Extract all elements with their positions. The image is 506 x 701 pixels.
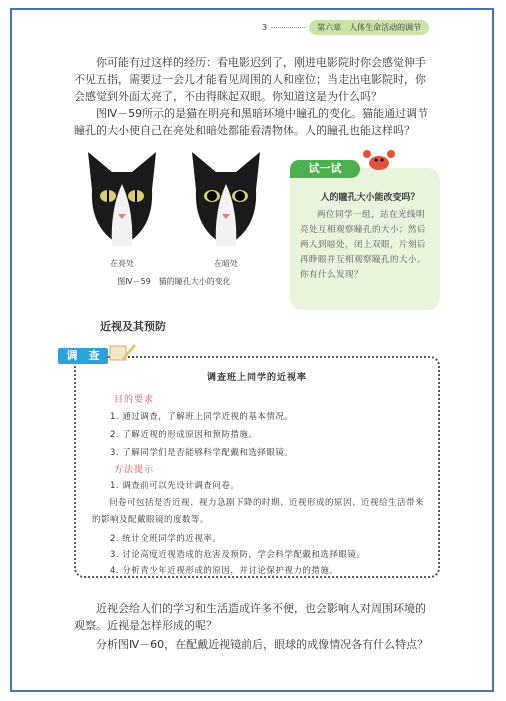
header-dots — [271, 27, 305, 28]
survey-goal-heading: 目的要求 — [114, 395, 155, 405]
pencil-paper-icon — [108, 342, 136, 362]
intro-paragraph-1: 你可能有过这样的经历：看电影迟到了，刚进电影院时你会感觉伸手不见五指，需要过一会儿才能看见周围的人和座位；当走出电影院时，你会感觉到外面太亮了，不由得眯起双眼。你知道这是为什么吗？ — [74, 56, 426, 103]
outro-paragraph-2: 分析图Ⅳ－60，在配戴近视镜前后，眼球的成像情况各有什么特点？ — [96, 638, 429, 651]
section-title: 近视及其预防 — [100, 320, 166, 333]
figure-caption: 图Ⅳ－59 猫的瞳孔大小的变化 — [117, 277, 231, 286]
label-dark: 在暗处 — [214, 259, 238, 268]
survey-method-heading: 方法提示 — [114, 465, 155, 475]
try-it-title: 人的瞳孔大小能改变吗？ — [320, 193, 420, 203]
page-header — [262, 20, 429, 35]
survey-goal-item: 3. 了解同学们是否能够科学配戴和选择眼镜。 — [110, 448, 294, 458]
survey-goal-item: 1. 通过调查，了解班上同学近视的基本情况。 — [110, 412, 294, 422]
page-number: 3 — [262, 23, 268, 32]
survey-method-item: 4. 分析青少年近视形成的原因，并讨论保护视力的措施。 — [110, 566, 339, 576]
try-it-label: 试一试 — [290, 160, 360, 178]
survey-method-item: 3. 讨论高度近视造成的危害及预防，学会科学配戴和选择眼镜。 — [110, 550, 366, 560]
outro-paragraph-1: 近视会给人们的学习和生活造成许多不便，也会影响人对周围环境的观察。近视是怎样形成的呢？ — [74, 602, 426, 632]
survey-method-note: 问卷可包括是否近视、视力急剧下降的时期、近视形成的原因、近视给生活带来的影响及配戴眼镜的度数等。 — [92, 498, 425, 525]
survey-goal-item: 2. 了解近视的形成原因和预防措施。 — [110, 430, 258, 440]
cat-bright-image — [82, 150, 162, 250]
try-it-text: 两位同学一组，站在光线明亮处互相观察瞳孔的大小；然后两人到暗处，闭上双眼，片刻后再睁眼并互相观察瞳孔的大小。你有什么发现？ — [300, 210, 427, 280]
chapter-title: 第六章 人体生命活动的调节 — [309, 20, 429, 35]
survey-method-item: 1. 调查前可以先设计调查问卷。 — [110, 481, 240, 491]
cat-figure — [74, 150, 274, 290]
cat-dark-image — [186, 150, 266, 250]
intro-paragraph-2: 图Ⅳ－59所示的是猫在明亮和黑暗环境中瞳孔的变化。猫能通过调节瞳孔的大小使自己在亮处和暗处都能看清物体。人的瞳孔也能这样吗？ — [74, 107, 429, 137]
survey-tag: 调 查 — [58, 348, 108, 364]
label-bright: 在亮处 — [110, 259, 134, 268]
crab-icon — [362, 148, 396, 174]
survey-title: 调查班上同学的近视率 — [206, 373, 307, 383]
survey-method-item: 2. 统计全班同学的近视率。 — [110, 534, 222, 544]
